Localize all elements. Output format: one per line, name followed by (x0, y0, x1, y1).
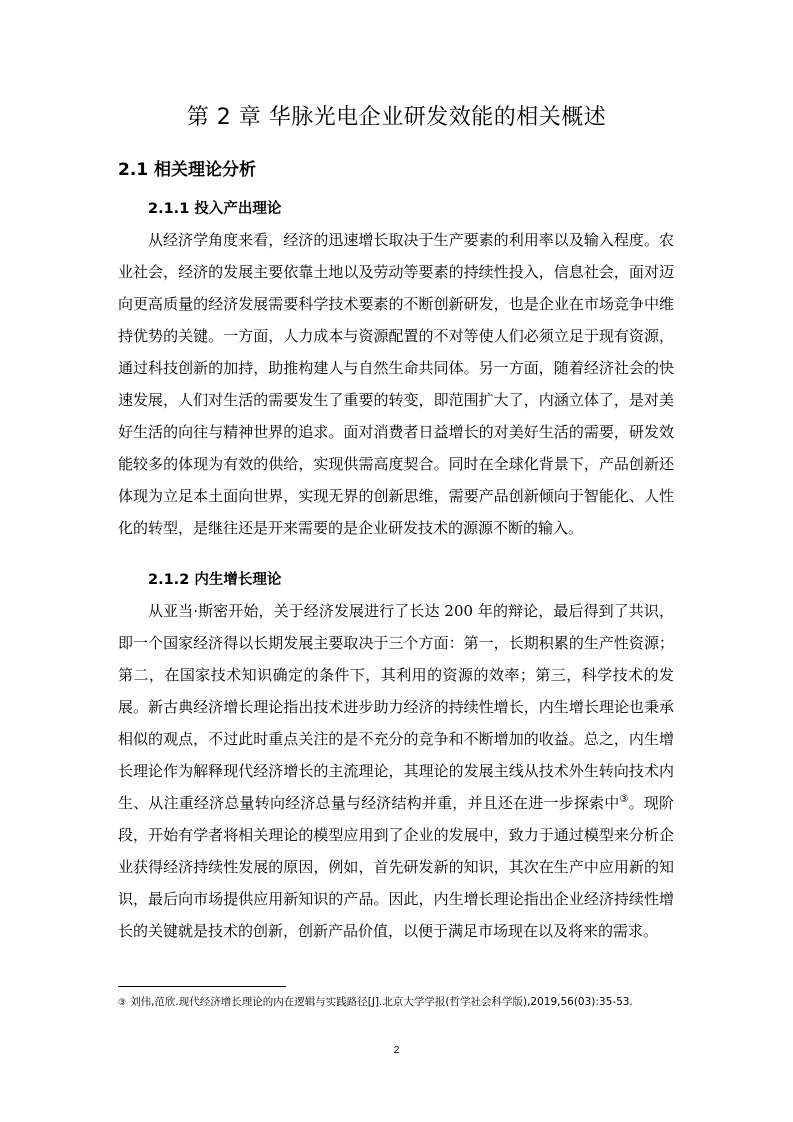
footnote-mark: ③ (118, 998, 127, 1008)
page-number: 2 (393, 1044, 400, 1056)
footnote-separator (118, 986, 286, 987)
subsection-heading-input-output: 2.1.1 投入产出理论 (148, 201, 282, 217)
section-heading: 2.1 相关理论分析 (118, 160, 257, 180)
footnote-text: 刘伟,范欣.现代经济增长理论的内在逻辑与实践路径[J].北京大学学报(哲学社会科学版),2019,56(03):35-53. (130, 996, 633, 1008)
footnote (118, 992, 638, 1013)
footnote-reference: ③ (619, 794, 629, 805)
paragraph-input-output-theory: 从经济学角度来看，经济的迅速增长取决于生产要素的利用率以及输入程度。农业社会，经济的发展主要依靠土地以及劳动等要素的持续性投入，信息社会，面对迈向更高质量的经济发展需要科学技术要素的不断创新研发，也是企业在市场竞争中维持优势的关键。一方面，人力成本与资源配置的不对等使人们必须立足于现有资源，通过科技创新的加持，助推构建人与自然生命共同体。另一方面，随着经济社会的快速发展，人们对生活的需要发生了重要的转变，即范围扩大了，内涵立体了，是对美好生活的向往与精神世界的追求。面对消费者日益增长的对美好生活的需要，研发效能较多的体现为有效的供给，实现供需高度契合。同时在全球化背景下，产品创新还体现为立足本土面向世界，实现无界的创新思维，需要产品创新倾向于智能化、人性化的转型，是继往还是开来需要的是企业研发技术的源源不断的输入。 (118, 231, 674, 537)
chapter-title: 第 2 章 华脉光电企业研发效能的相关概述 (186, 105, 607, 130)
paragraph-text-after-note: 。现阶段，开始有学者将相关理论的模型应用到了企业的发展中，致力于通过模型来分析企业获得经济持续性发展的原因，例如，首先研发新的知识，其次在生产中应用新的知识，最后向市场提供应用新知识的产品。因此，内生增长理论指出企业经济持续性增长的关键就是技术的创新，创新产品价值，以便于满足市场现在以及将来的需求。 (118, 794, 674, 940)
paragraph-endogenous-growth-theory (118, 595, 674, 947)
paragraph-text-before-note: 从亚当·斯密开始，关于经济发展进行了长达 200 年的辩论，最后得到了共识，即一个国家经济得以长期发展主要取决于三个方面：第一，长期积累的生产性资源；第二，在国家技术知识确定的条件下，其利用的资源的效率；第三，科学技术的发展。新古典经济增长理论指出技术进步助力经济的持续性增长，内生增长理论也秉承相似的观点，不过此时重点关注的是不充分的竞争和不断增加的收益。总之，内生增长理论作为解释现代经济增长的主流理论，其理论的发展主线从技术外生转向技术内生、从注重经济总量转向经济总量与经济结构并重，并且还在进一步探索中 (118, 602, 674, 812)
subsection-heading-endogenous-growth: 2.1.2 内生增长理论 (148, 572, 282, 588)
